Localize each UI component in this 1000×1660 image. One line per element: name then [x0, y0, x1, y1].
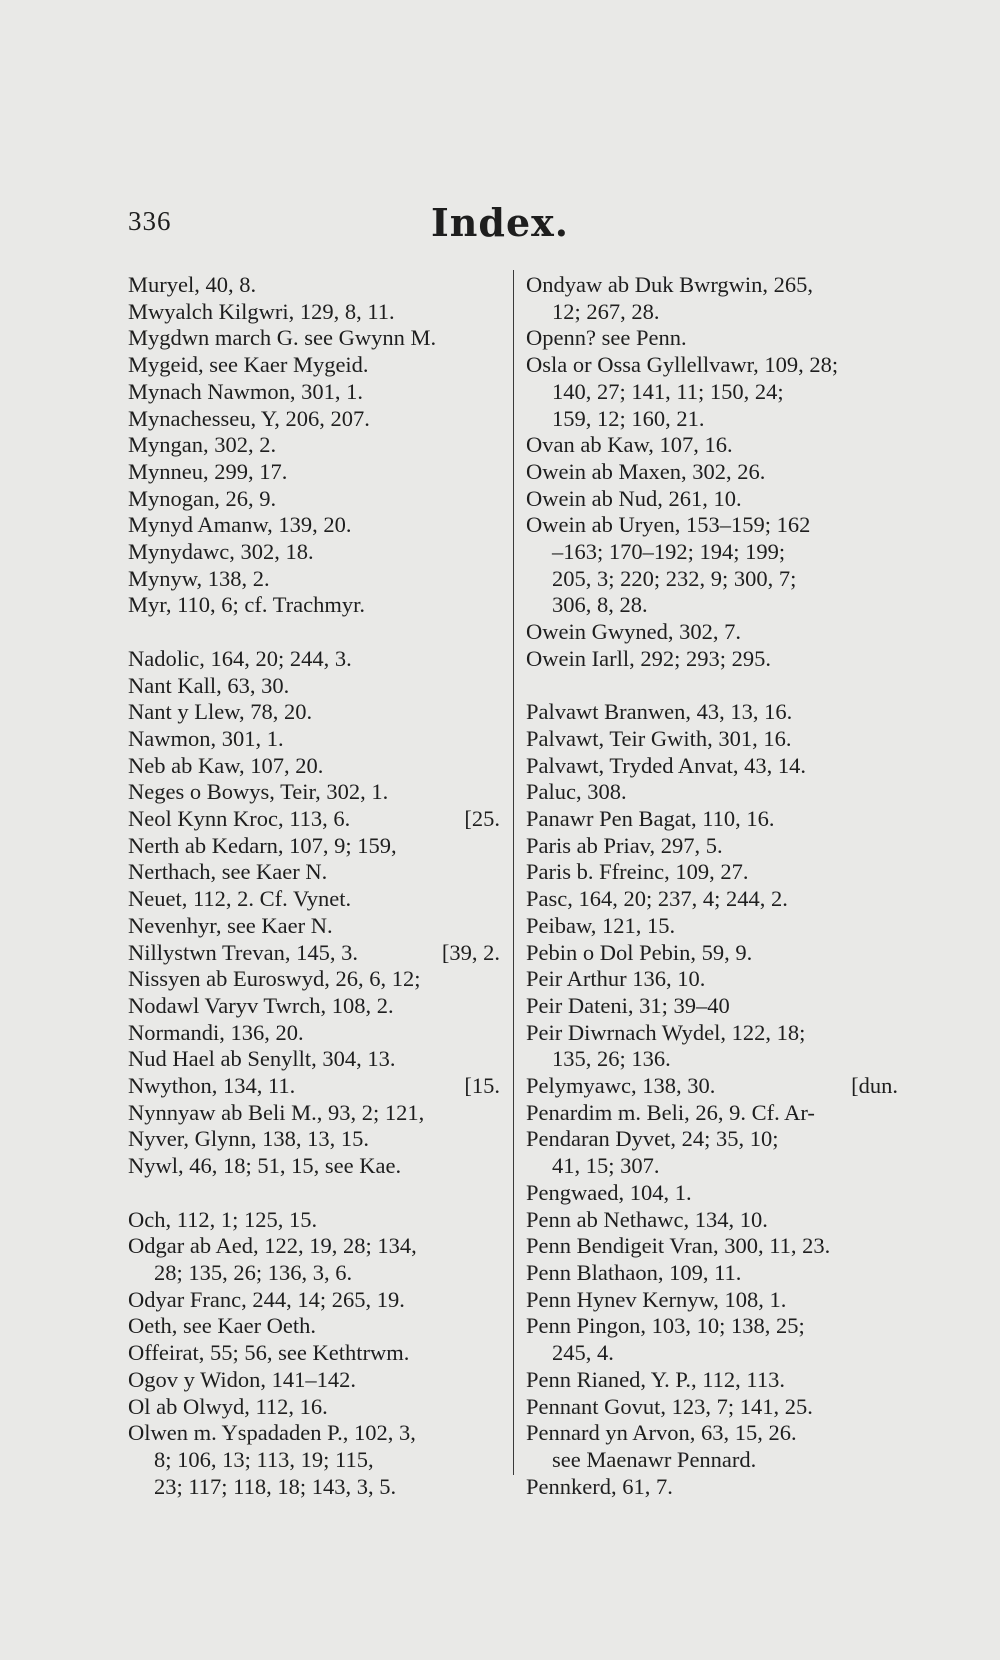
- index-entry-text: Mygeid, see Kaer Mygeid.: [128, 352, 369, 378]
- index-entry: [526, 940, 898, 967]
- index-entry: [128, 993, 500, 1020]
- column-divider: [513, 270, 514, 1475]
- index-entry: [128, 1153, 500, 1180]
- index-entry: [128, 1233, 500, 1286]
- index-entry-continuation: 28; 135, 26; 136, 3, 6.: [154, 1259, 353, 1285]
- index-entry-text: Nyver, Glynn, 138, 13, 15.: [128, 1126, 369, 1152]
- index-entry: [526, 432, 898, 459]
- index-column-left: [128, 272, 500, 1500]
- index-entry-text: Nawmon, 301, 1.: [128, 725, 284, 751]
- index-entry-text: Mynyd Amanw, 139, 20.: [128, 512, 352, 538]
- index-entry-text: Muryel, 40, 8.: [128, 272, 257, 297]
- index-entry-text: Panawr Pen Bagat, 110, 16.: [526, 806, 775, 832]
- index-entry-text: Neol Kynn Kroc, 113, 6.: [128, 806, 351, 832]
- index-entry: [128, 859, 500, 886]
- index-entry-text: Owein Iarll, 292; 293; 295.: [526, 645, 771, 671]
- index-entry-text: Penn Hynev Kernyw, 108, 1.: [526, 1286, 787, 1312]
- index-entry-text: Nynnyaw ab Beli M., 93, 2; 121,: [128, 1099, 425, 1125]
- index-entry: [128, 913, 500, 940]
- index-entry-text: Pendaran Dyvet, 24; 35, 10;: [526, 1126, 779, 1152]
- index-entry-continuation: 8; 106, 13; 113, 19; 115,: [154, 1446, 374, 1472]
- index-entry: [128, 299, 500, 326]
- index-entry-text: Nevenhyr, see Kaer N.: [128, 912, 333, 938]
- index-entry-text: Peibaw, 121, 15.: [526, 912, 676, 938]
- index-entry: [128, 566, 500, 593]
- index-entry: [128, 1073, 500, 1100]
- index-entry-continuation: 12; 267, 28.: [552, 298, 660, 324]
- index-entry-text: Och, 112, 1; 125, 15.: [128, 1206, 318, 1232]
- index-entry-continuation: 23; 117; 118, 18; 143, 3, 5.: [154, 1473, 397, 1499]
- index-entry-text: Peir Dateni, 31; 39–40: [526, 992, 730, 1018]
- index-entry-text: Neges o Bowys, Teir, 302, 1.: [128, 779, 389, 805]
- section-gap: [128, 619, 500, 646]
- index-entry: [526, 1313, 898, 1366]
- index-entry: [526, 1073, 898, 1100]
- index-entry-continuation: –163; 170–192; 194; 199;: [552, 539, 786, 565]
- index-entry-text: Penn ab Nethawc, 134, 10.: [526, 1206, 768, 1232]
- index-entry-text: Owein ab Nud, 261, 10.: [526, 485, 742, 511]
- index-entry-text: Neuet, 112, 2. Cf. Vynet.: [128, 886, 352, 912]
- index-entry: [128, 379, 500, 406]
- index-entry: [526, 459, 898, 486]
- index-entry: [526, 1260, 898, 1287]
- index-entry-text: Nodawl Varyv Twrch, 108, 2.: [128, 992, 394, 1018]
- index-entry: [128, 753, 500, 780]
- index-entry: [128, 1020, 500, 1047]
- index-entry: [526, 779, 898, 806]
- index-entry-text: Peir Arthur 136, 10.: [526, 966, 706, 992]
- index-entry: [526, 966, 898, 993]
- index-entry-continuation: 306, 8, 28.: [552, 592, 648, 618]
- index-entry: [128, 432, 500, 459]
- section-gap: [128, 1180, 500, 1207]
- index-entry: [128, 352, 500, 379]
- index-entry-continuation: 245, 4.: [552, 1340, 614, 1366]
- index-entry: [526, 352, 898, 432]
- index-entry: [526, 272, 898, 325]
- index-entry-text: Osla or Ossa Gyllellvawr, 109, 28;: [526, 352, 839, 378]
- index-entry-text: Oeth, see Kaer Oeth.: [128, 1313, 317, 1339]
- index-entry: [128, 806, 500, 833]
- index-entry: [128, 325, 500, 352]
- index-entry: [526, 619, 898, 646]
- index-entry: [526, 913, 898, 940]
- index-entry: [128, 779, 500, 806]
- section-gap: [526, 673, 898, 700]
- index-entry: [526, 993, 898, 1020]
- index-entry-continuation: 41, 15; 307.: [552, 1153, 660, 1179]
- index-entry: [526, 726, 898, 753]
- index-entry: [128, 512, 500, 539]
- index-entry-text: Pennant Govut, 123, 7; 141, 25.: [526, 1393, 813, 1419]
- index-entry-text: Myngan, 302, 2.: [128, 432, 277, 458]
- index-entry-text: Pengwaed, 104, 1.: [526, 1179, 692, 1205]
- index-entry-text: Penardim m. Beli, 26, 9. Cf. Ar-: [526, 1099, 815, 1125]
- index-entry: [526, 1474, 898, 1501]
- index-entry-text: Mynydawc, 302, 18.: [128, 539, 314, 565]
- index-entry-continuation: 205, 3; 220; 232, 9; 300, 7;: [552, 565, 797, 591]
- index-entry-continuation: 140, 27; 141, 11; 150, 24;: [552, 378, 784, 404]
- index-entry-text: Paris b. Ffreinc, 109, 27.: [526, 859, 749, 885]
- index-entry-text: Owein Gwyned, 302, 7.: [526, 619, 741, 645]
- running-title: Index.: [430, 200, 570, 245]
- index-entry: [128, 726, 500, 753]
- index-entry-text: Penn Bendigeit Vran, 300, 11, 23.: [526, 1233, 831, 1259]
- index-entry: [128, 699, 500, 726]
- index-entry: [128, 486, 500, 513]
- index-entry: [526, 1287, 898, 1314]
- index-entry: [128, 1100, 500, 1127]
- index-entry: [526, 1420, 898, 1473]
- index-entry: [128, 1207, 500, 1234]
- index-entry-text: Paris ab Priav, 297, 5.: [526, 832, 723, 858]
- index-entry-text: Openn? see Penn.: [526, 325, 687, 351]
- index-entry-text: Paluc, 308.: [526, 779, 627, 805]
- index-entry-text: Nillystwn Trevan, 145, 3.: [128, 939, 359, 965]
- index-entry-text: Normandi, 136, 20.: [128, 1019, 304, 1045]
- index-entry-text: Palvawt, Tryded Anvat, 43, 14.: [526, 752, 807, 778]
- index-entry-text: Nud Hael ab Senyllt, 304, 13.: [128, 1046, 396, 1072]
- index-entry: [128, 1340, 500, 1367]
- index-entry-text: Mynogan, 26, 9.: [128, 485, 277, 511]
- index-entry: [128, 1126, 500, 1153]
- index-entry: [526, 1367, 898, 1394]
- index-entry-text: Pebin o Dol Pebin, 59, 9.: [526, 939, 753, 965]
- index-entry-text: Nant Kall, 63, 30.: [128, 672, 290, 698]
- index-entry: [128, 1287, 500, 1314]
- index-entry: [526, 486, 898, 513]
- index-entry: [526, 1100, 898, 1127]
- index-entry: [526, 753, 898, 780]
- index-entry: [526, 886, 898, 913]
- index-entry: [526, 1394, 898, 1421]
- index-entry-text: Peir Diwrnach Wydel, 122, 18;: [526, 1019, 806, 1045]
- index-entry-text: Pennard yn Arvon, 63, 15, 26.: [526, 1420, 797, 1446]
- bracket-runover: [25.: [464, 806, 500, 832]
- index-entry-text: Pasc, 164, 20; 237, 4; 244, 2.: [526, 886, 788, 912]
- index-entry: [526, 646, 898, 673]
- index-entry: [128, 539, 500, 566]
- bracket-runover: [15.: [464, 1073, 500, 1099]
- index-entry: [526, 512, 898, 619]
- index-entry: [526, 325, 898, 352]
- index-entry: [128, 1313, 500, 1340]
- index-entry-text: Nwython, 134, 11.: [128, 1073, 296, 1099]
- page-header: [0, 200, 1000, 250]
- index-entry-text: Mynyw, 138, 2.: [128, 565, 270, 591]
- index-entry: [128, 646, 500, 673]
- index-entry-text: Palvawt, Teir Gwith, 301, 16.: [526, 725, 792, 751]
- index-entry-text: Offeirat, 55; 56, see Kethtrwm.: [128, 1340, 410, 1366]
- index-entry: [128, 966, 500, 993]
- index-entry-text: Nant y Llew, 78, 20.: [128, 699, 313, 725]
- index-entry: [526, 1180, 898, 1207]
- index-entry-text: Ol ab Olwyd, 112, 16.: [128, 1393, 328, 1419]
- index-entry: [128, 1046, 500, 1073]
- index-entry-text: Owein ab Maxen, 302, 26.: [526, 458, 766, 484]
- index-entry-continuation: 135, 26; 136.: [552, 1046, 671, 1072]
- bracket-runover: [39, 2.: [441, 939, 500, 965]
- index-entry: [526, 859, 898, 886]
- index-entry-text: Mynach Nawmon, 301, 1.: [128, 378, 363, 404]
- index-entry: [128, 833, 500, 860]
- index-entry: [128, 886, 500, 913]
- index-entry: [526, 833, 898, 860]
- index-entry: [128, 673, 500, 700]
- page-number: 336: [128, 206, 172, 236]
- index-entry: [526, 1207, 898, 1234]
- index-entry-text: Nissyen ab Euroswyd, 26, 6, 12;: [128, 966, 421, 992]
- index-entry-text: Ovan ab Kaw, 107, 16.: [526, 432, 733, 458]
- index-entry-text: Palvawt Branwen, 43, 13, 16.: [526, 699, 793, 725]
- index-entry: [128, 1394, 500, 1421]
- index-entry-text: Olwen m. Yspadaden P., 102, 3,: [128, 1420, 416, 1446]
- index-entry-text: Pennkerd, 61, 7.: [526, 1473, 673, 1499]
- index-entry-text: Nywl, 46, 18; 51, 15, see Kae.: [128, 1153, 402, 1179]
- index-entry-text: Mynneu, 299, 17.: [128, 458, 288, 484]
- index-entry-text: Penn Rianed, Y. P., 112, 113.: [526, 1366, 785, 1392]
- index-entry: [128, 459, 500, 486]
- index-column-right: [526, 272, 898, 1500]
- index-entry-text: Ondyaw ab Duk Bwrgwin, 265,: [526, 272, 814, 297]
- index-entry: [128, 1367, 500, 1394]
- index-entry-text: Nerthach, see Kaer N.: [128, 859, 328, 885]
- index-entry: [128, 592, 500, 619]
- index-entry: [128, 1420, 500, 1500]
- index-entry-text: Neb ab Kaw, 107, 20.: [128, 752, 324, 778]
- index-entry-text: Mwyalch Kilgwri, 129, 8, 11.: [128, 298, 395, 324]
- index-entry-text: Penn Pingon, 103, 10; 138, 25;: [526, 1313, 805, 1339]
- index-entry-text: Mygdwn march G. see Gwynn M.: [128, 325, 437, 351]
- index-entry-text: Owein ab Uryen, 153–159; 162: [526, 512, 811, 538]
- index-entry-text: Odgar ab Aed, 122, 19, 28; 134,: [128, 1233, 417, 1259]
- index-entry-text: Nerth ab Kedarn, 107, 9; 159,: [128, 832, 397, 858]
- index-entry-text: Ogov y Widon, 141–142.: [128, 1366, 357, 1392]
- index-entry-continuation: see Maenawr Pennard.: [552, 1446, 757, 1472]
- index-entry-continuation: 159, 12; 160, 21.: [552, 405, 705, 431]
- index-entry-text: Nadolic, 164, 20; 244, 3.: [128, 645, 352, 671]
- index-entry-text: Myr, 110, 6; cf. Trachmyr.: [128, 592, 366, 618]
- index-entry: [526, 699, 898, 726]
- index-entry: [128, 272, 500, 299]
- index-entry-text: Odyar Franc, 244, 14; 265, 19.: [128, 1286, 405, 1312]
- index-entry: [526, 806, 898, 833]
- index-entry-text: Pelymyawc, 138, 30.: [526, 1073, 716, 1099]
- bracket-runover: [dun.: [851, 1073, 898, 1099]
- index-entry: [526, 1020, 898, 1073]
- index-entry-text: Penn Blathaon, 109, 11.: [526, 1260, 742, 1285]
- index-entry: [526, 1233, 898, 1260]
- index-entry: [526, 1126, 898, 1179]
- index-entry: [128, 940, 500, 967]
- index-entry-text: Mynachesseu, Y, 206, 207.: [128, 405, 370, 431]
- index-entry: [128, 406, 500, 433]
